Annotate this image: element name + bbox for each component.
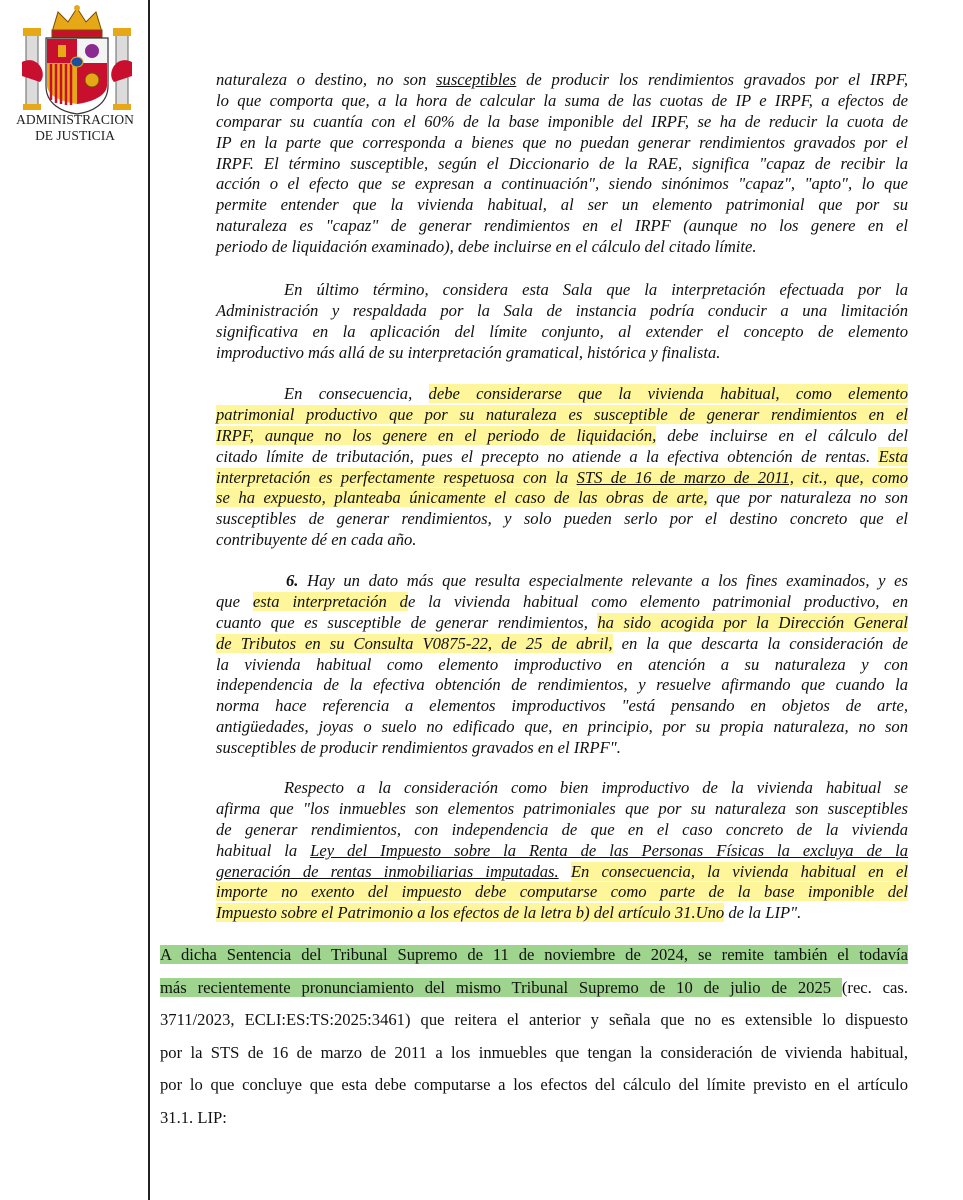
- judgment-reference: STS de 16 de marzo de 2011,: [576, 467, 794, 487]
- text-run: naturaleza o destino, no son: [216, 70, 437, 89]
- quote-paragraph-5: [216, 778, 908, 924]
- quote-line: [216, 384, 908, 405]
- highlighted-text: esta interpretación d: [252, 591, 408, 611]
- highlighted-text: IRPF, aunque no los genere en el periodo de liquidación,: [216, 425, 657, 445]
- text-run: de la LIP".: [724, 903, 802, 923]
- quote-line: improductivo más allá de su interpretación gramatical, histórica y finalista.: [216, 342, 721, 362]
- text-run: e la vivienda habitual como elemento patrimonial productivo, en: [407, 591, 908, 611]
- quote-line: [216, 882, 908, 903]
- quote-line: susceptibles de producir rendimientos gravados en el IRPF".: [216, 738, 621, 758]
- quote-line: lo que comporta que, a la hora de calcular la suma de las cuotas de IP e IRPF, a efectos de: [216, 90, 908, 110]
- quote-line: [216, 468, 908, 489]
- quote-line: IP en la parte que corresponda a bienes que no puedan generar rendimientos gravados por el: [216, 132, 908, 152]
- quote-line: [216, 447, 908, 468]
- text-run: de producir los rendimientos gravados por el IRPF,: [516, 70, 908, 89]
- highlighted-text: de Tributos en su Consulta V0875-22, de 25 de abril,: [216, 633, 613, 653]
- quote-paragraph-1: [216, 70, 908, 258]
- quote-line: Respecto a la consideración como bien improductivo de la vivienda habitual se: [284, 778, 908, 797]
- text-run: En consecuencia,: [284, 384, 429, 403]
- law-reference: generación de rentas inmobiliarias imputadas.: [216, 861, 559, 881]
- quote-line: periodo de liquidación examinado), debe incluirse en el cálculo del citado límite.: [216, 237, 757, 257]
- text-run: citado límite de tributación, pues el precepto no atiende a la efectiva obtención de rentas.: [216, 446, 879, 466]
- quote-line: de generar rendimientos, con independencia de que en el caso concreto de la vivienda: [216, 819, 908, 839]
- institution-name-line-2: DE JUSTICIA: [35, 128, 115, 143]
- quote-line: naturaleza es "capaz" de generar rendimientos en el IRPF (aunque no los genere en el: [216, 216, 908, 236]
- quote-line: [216, 634, 908, 655]
- quote-line: norma hace referencia a elementos improductivos "está pensando en objetos de arte,: [216, 696, 908, 716]
- quote-paragraph-3: [216, 384, 908, 551]
- highlighted-text: cit., que, como: [793, 467, 908, 487]
- quote-line: [216, 613, 908, 634]
- quote-line: la vivienda habitual como elemento improductivo en atención a su naturaleza y con: [216, 654, 908, 674]
- law-reference: Ley del Impuesto sobre la Renta de las Personas Físicas la excluya de la: [310, 840, 908, 860]
- body-line: por la STS de 16 de marzo de 2011 a los inmuebles que tengan la consideración de vivienda habitual,: [160, 1042, 908, 1062]
- margin-rule: [148, 0, 150, 1200]
- text-run: cuanto que es susceptible de generar rendimientos,: [216, 612, 598, 632]
- quote-line: permite entender que la vivienda habitual, al ser un elemento patrimonial que por su: [216, 195, 908, 215]
- quote-line: acción o el efecto que se expresan a continuación", siendo sinónimos "capaz", "apto", lo que: [216, 174, 908, 194]
- quote-line: IRPF. El término susceptible, según el Diccionario de la RAE, significa "capaz de recibir la: [216, 153, 908, 173]
- highlighted-text: debe considerarse que la vivienda habitual, como elemento: [428, 384, 908, 403]
- green-highlighted-text: A dicha Sentencia del Tribunal Supremo de 11 de noviembre de 2024, se remite también el todavía: [160, 945, 908, 964]
- body-paragraph: [160, 939, 908, 1135]
- quote-line: Administración y respaldada por la Sala de instancia podría conducir a una limitación: [216, 300, 908, 320]
- text-run: debe incluirse en el cálculo del: [656, 425, 908, 445]
- body-line: [160, 939, 908, 972]
- quote-line: independencia de la efectiva obtención de rendimientos, y resuelve afirmando que cuando la: [216, 675, 908, 695]
- body-line: 31.1. LIP:: [160, 1107, 227, 1127]
- quote-line: susceptibles de generar rendimientos, y solo pueden serlo por el destino concreto que el: [216, 509, 908, 529]
- quote-line: [216, 592, 908, 613]
- quote-line: significativa en la aplicación del límite conjunto, al extender el concepto de elemento: [216, 321, 908, 341]
- highlighted-text: En consecuencia, la vivienda habitual en el: [570, 861, 908, 881]
- text-run: Hay un dato más que resulta especialmente relevante a los fines examinados, y es: [298, 571, 908, 590]
- quote-line: [216, 70, 908, 91]
- quote-line: [216, 862, 908, 883]
- green-highlighted-text: más recientemente pronunciamiento del mismo Tribunal Supremo de 10 de julio de 2025: [160, 977, 842, 997]
- highlighted-text: ha sido acogida por la Dirección General: [597, 612, 908, 632]
- body-line: por lo que concluye que esta debe computarse a los efectos del cálculo del límite previsto en el artículo: [160, 1075, 908, 1095]
- highlighted-text: se ha expuesto, planteaba únicamente el caso de las obras de arte,: [216, 488, 708, 508]
- quote-line: contribuyente dé en cada año.: [216, 530, 417, 550]
- institution-name-line-1: ADMINISTRACION: [16, 112, 134, 127]
- highlighted-text: importe no exento del impuesto debe computarse como parte de la base imponible del: [216, 882, 908, 902]
- highlighted-text: Impuesto sobre el Patrimonio a los efectos de la letra b) del artículo 31.Uno: [216, 903, 725, 923]
- text-run: habitual la: [216, 840, 311, 860]
- highlighted-text: patrimonial productivo que por su naturaleza es susceptible de generar rendimientos en el: [216, 404, 908, 424]
- text-run: [559, 862, 571, 881]
- quote-paragraph-4: [216, 571, 908, 759]
- quote-line: afirma que "los inmuebles son elementos patrimoniales que por su naturaleza son susceptibles: [216, 798, 908, 818]
- quote-line: [216, 841, 908, 862]
- underlined-term: susceptibles: [436, 70, 517, 89]
- body-line: [160, 972, 908, 1005]
- quote-line: [216, 405, 908, 426]
- quote-line: comparar su cuantía con el 60% de la base imponible del IRPF, se ha de reducir la cuota de: [216, 111, 908, 131]
- text-run: en la que descarta la consideración de: [612, 633, 909, 653]
- section-number: 6.: [286, 571, 299, 590]
- highlighted-text: interpretación es perfectamente respetuosa con la: [216, 467, 577, 487]
- quote-line: [216, 488, 908, 509]
- text-run: (rec. cas.: [841, 977, 908, 997]
- institution-name: [6, 112, 144, 144]
- quote-line: [216, 426, 908, 447]
- quote-line: [216, 571, 908, 592]
- quote-paragraph-2: [216, 280, 908, 364]
- highlighted-text: Esta: [878, 446, 908, 466]
- body-line: 3711/2023, ECLI:ES:TS:2025:3461) que reitera el anterior y señala que no es extensible lo dispuesto: [160, 1010, 908, 1030]
- quote-line: [216, 903, 908, 924]
- text-run: que por naturaleza no son: [707, 488, 908, 508]
- quote-line: En último término, considera esta Sala que la interpretación efectuada por la: [284, 280, 908, 299]
- text-run: que: [216, 591, 253, 611]
- quote-line: antigüedades, joyas o suelo no edificado que, en principio, por su propia naturaleza, no son: [216, 717, 908, 737]
